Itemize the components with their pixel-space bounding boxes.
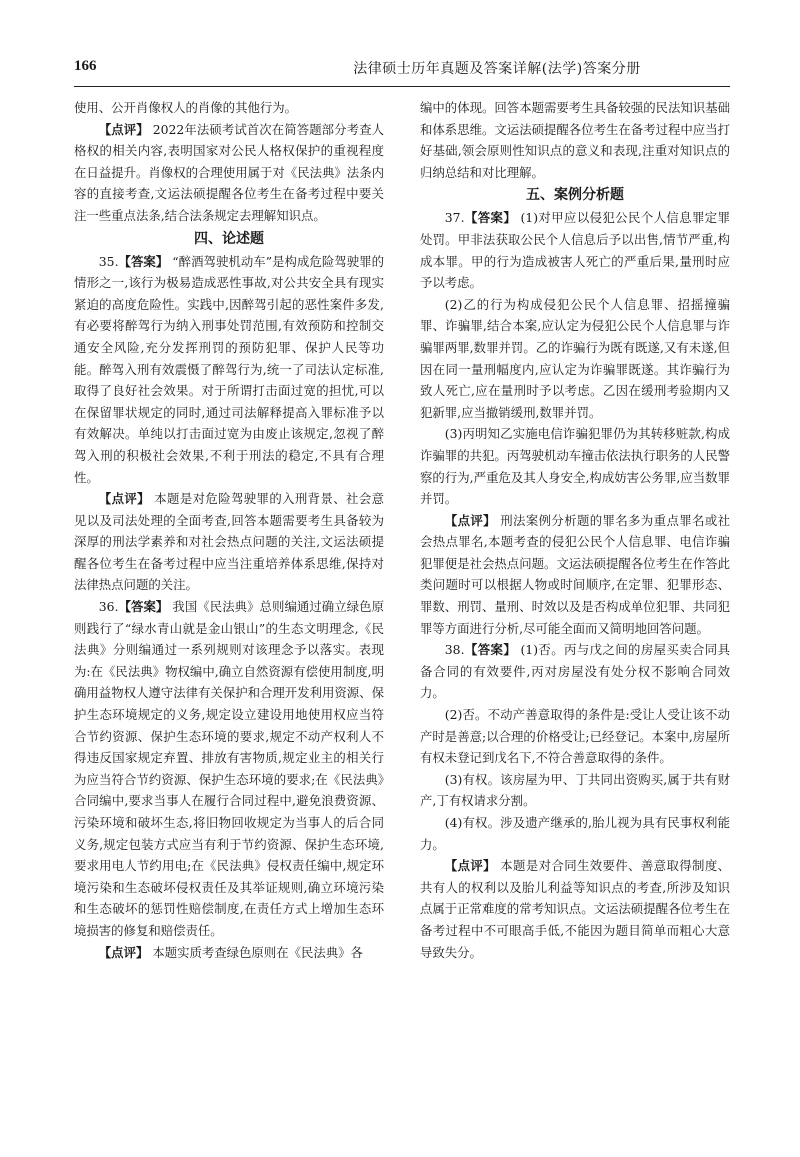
right-column [420,97,730,963]
answer-tag: 【答案】 [118,599,169,615]
left-column [74,97,384,963]
page-number: 166 [74,58,97,74]
paragraph: 使用、公开肖像权人的肖像的其他行为。 [74,100,298,115]
answer-paragraph: (2)乙的行为构成侵犯公民个人信息罪、招摇撞骗罪、诈骗罪,结合本案,应认定为侵犯公民个人信息罪与诈骗罪两罪,数罪并罚。乙的诈骗行为既有既遂,又有未遂,但因在同一量刑幅度内,应认定为诈骗罪既遂。其诈骗行为致人死亡,应在量刑时予以考虑。乙因在缓刑考验期内又犯新罪,应当撤销缓刑,数罪并罚。 [420,296,730,420]
commentary-tag: 【点评】 [98,944,149,960]
commentary-paragraph: 【点评】 本题是对危险驾驶罪的入刑背景、社会意见以及司法处理的全面考查,回答本题需要考生具备较为深厚的刑法学素养和对社会热点问题的关注,文运法硕提醒各位考生在备考过程中应当注重培养体系思维,保持对法律热点问题的关注。 [74,491,384,593]
answer-paragraph: 38.【答案】 (1)否。丙与戊之间的房屋买卖合同具备合同的有效要件,丙对房屋没有处分权不影响合同效力。 [420,642,730,701]
commentary-paragraph: 【点评】 刑法案例分析题的罪名多为重点罪名或社会热点罪名,本题考查的侵犯公民个人信息罪、电信诈骗犯罪便是社会热点问题。文运法硕提醒各位考生在作答此类问题时可以根据人物或时间顺序,在定罪、犯罪形态、罪数、刑罚、量刑、时效以及是否构成单位犯罪、共同犯罪等方面进行分析,尽可能全面而又简明地回答问题。 [420,512,730,636]
answer-tag: 【答案】 [118,253,169,269]
answer-paragraph: (2)否。不动产善意取得的条件是:受让人受让该不动产时是善意;以合理的价格受让;已经登记。本案中,房屋所有权未登记到戊名下,不符合善意取得的条件。 [420,707,730,766]
section-heading: 四、论述题 [194,230,264,247]
answer-tag: 【答案】 [464,642,517,658]
answer-paragraph: (3)丙明知乙实施电信诈骗犯罪仍为其转移赃款,构成诈骗罪的共犯。丙驾驶机动车撞击依法执行职务的人民警察的行为,严重危及其人身安全,构成妨害公务罪,应当数罪并罚。 [420,426,730,507]
commentary-tag: 【点评】 [444,858,496,874]
commentary-tag: 【点评】 [444,512,496,528]
answer-tag: 【答案】 [464,210,517,226]
answer-paragraph: 37.【答案】 (1)对甲应以侵犯公民个人信息罪定罪处罚。甲非法获取公民个人信息后予以出售,情节严重,构成本罪。甲的行为造成被害人死亡的严重后果,量刑时应予以考虑。 [420,210,730,291]
commentary-paragraph: 【点评】 本题实质考查绿色原则在《民法典》各 [98,944,363,960]
paragraph: 编中的体现。回答本题需要考生具备较强的民法知识基础和体系思维。文运法硕提醒各位考生在备考过程中应当打好基础,领会原则性知识点的意义和表现,注重对知识点的归纳总结和对比理解。 [420,100,730,180]
answer-paragraph: 35.【答案】 “醉酒驾驶机动车”是构成危险驾驶罪的情形之一,该行为极易造成恶性事故,对公共安全具有现实紧迫的高度危险性。实践中,因醉驾引起的恶性案件多发,有必要将醉驾行为纳入刑事处罚范围,有效预防和控制交通安全风险,充分发挥刑罚的预防犯罪、保护人民等功能。醉驾入刑有效震慑了醉驾行为,统一了司法认定标准,取得了良好社会效果。对于所谓打击面过宽的担忧,可以在保留罪状规定的同时,通过司法解释提高入罪标准予以有效解决。单纯以打击面过宽为由废止该规定,忽视了醉驾入刑的积极社会效果,不利于刑法的稳定,不具有合理性。 [74,253,385,485]
commentary-paragraph: 【点评】 2022年法硕考试首次在简答题部分考查人格权的相关内容,表明国家对公民人格权保护的重视程度在日益提升。肖像权的合理使用属于对《民法典》法条内容的直接考查,文运法硕提醒各位考生在备考过程中要关注一些重点法条,结合法条规定去理解知识点。 [74,121,384,223]
answer-paragraph: 36.【答案】 我国《民法典》总则编通过确立绿色原则践行了“绿水青山就是金山银山”的生态文明理念,《民法典》分则编通过一系列规则对该理念予以落实。表现为:在《民法典》物权编中,确立自然资源有偿使用制度,明确用益物权人遵守法律有关保护和合理开发利用资源、保护生态环境规定的义务,规定设立建设用地使用权应当符合节约资源、保护生态环境的要求,规定不动产权利人不得违反国家规定弃置、排放有害物质,规定业主的相关行为应当符合节约资源、保护生态环境的要求;在《民法典》合同编中,要求当事人在履行合同过程中,避免浪费资源、污染环境和破坏生态,将旧物回收规定为当事人的后合同义务,规定包装方式应当有利于节约资源、保护生态环境,要求用电人节约用电;在《民法典》侵权责任编中,规定环境污染和生态破坏侵权责任及其举证规则,确立环境污染和生态破坏的惩罚性赔偿制度,在责任方式上增加生态环境损害的修复和赔偿责任。 [74,599,384,938]
commentary-tag: 【点评】 [98,491,150,507]
answer-paragraph: (4)有权。涉及遗产继承的,胎儿视为具有民事权利能力。 [420,815,730,852]
section-heading: 五、案例分析题 [526,187,624,204]
commentary-paragraph: 【点评】 本题是对合同生效要件、善意取得制度、共有人的权利以及胎儿利益等知识点的考查,所涉及知识点属于正常难度的常考知识点。文运法硕提醒各位考生在备考过程中不可眼高手低,不能因为题目简单而粗心大意导致失分。 [420,858,730,960]
commentary-tag: 【点评】 [98,121,149,137]
answer-paragraph: (3)有权。该房屋为甲、丁共同出资购买,属于共有财产,丁有权请求分割。 [420,771,730,809]
page-header [74,56,730,87]
running-title: 法律硕士历年真题及答案详解(法学)答案分册 [353,61,641,77]
